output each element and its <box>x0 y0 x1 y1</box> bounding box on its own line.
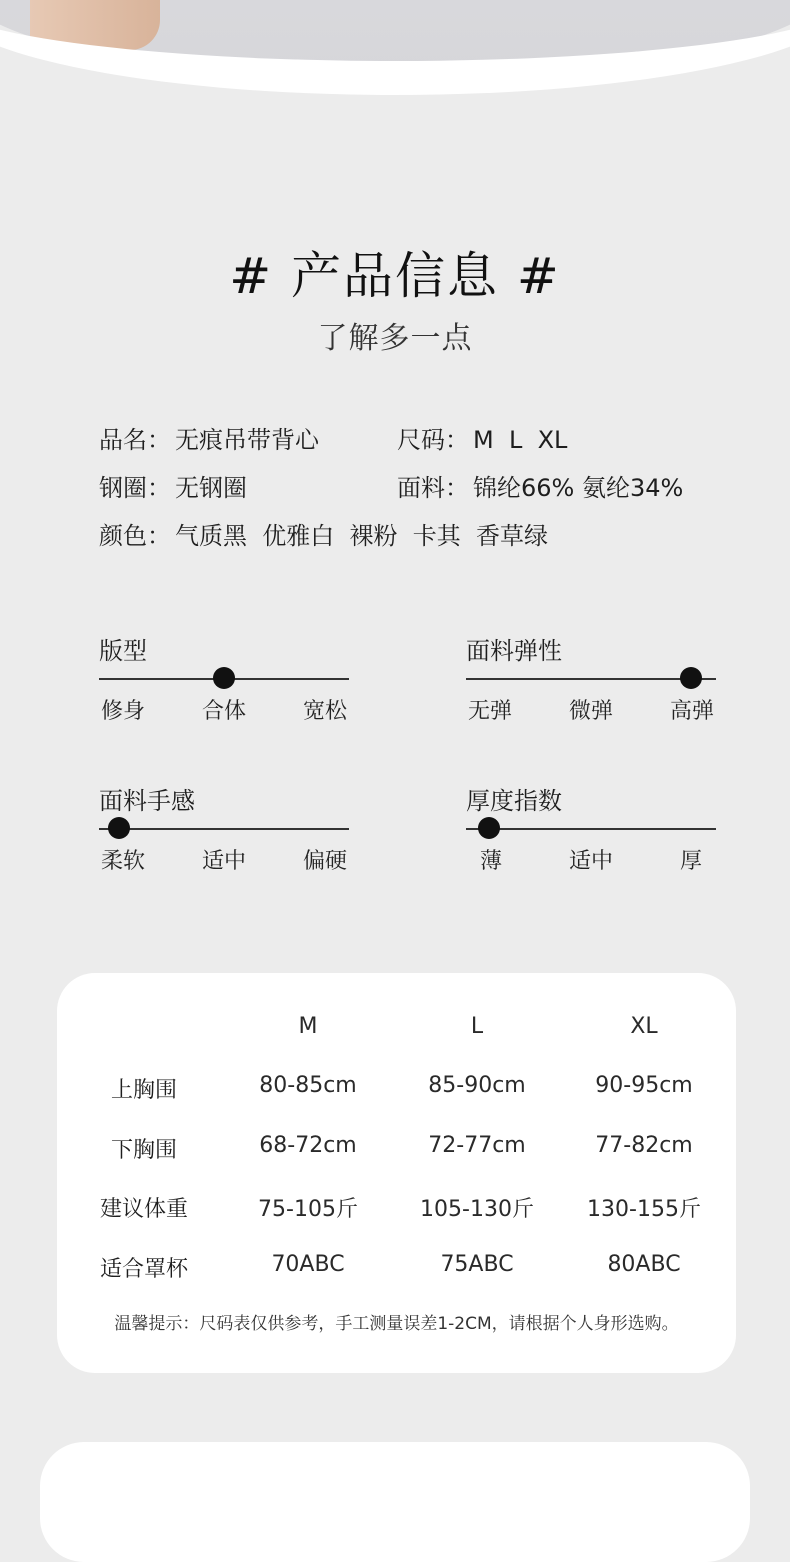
size-row-label: 适合罩杯 <box>99 1257 188 1282</box>
size-chart-tip: 温馨提示：尺码表仅供参考，手工测量误差1-2CM，请根据个人身形选购。 <box>114 1314 679 1334</box>
size-cell: 85-90cm <box>428 1073 526 1098</box>
attr-thickness-label-mid: 适中 <box>568 849 613 874</box>
info-color <box>99 516 548 551</box>
section-title: # 产品信息 # <box>229 247 561 305</box>
attr-fit-label-low: 修身 <box>101 699 146 724</box>
info-name-value: 无痕吊带背心 <box>175 426 319 454</box>
info-name-label: 品名： <box>99 426 171 454</box>
size-col-header: XL <box>630 1014 658 1039</box>
size-cell: 75-105斤 <box>258 1197 358 1222</box>
info-size-value: M L XL <box>473 426 568 454</box>
info-fabric-label: 面料： <box>397 474 469 502</box>
attr-handfeel-label-low: 柔软 <box>101 849 146 874</box>
attr-thickness-label-high: 厚 <box>679 849 702 874</box>
attr-elasticity <box>466 634 716 725</box>
size-cell: 72-77cm <box>428 1133 526 1158</box>
attr-handfeel-label-high: 偏硬 <box>302 849 347 874</box>
attr-thickness-title: 厚度指数 <box>466 787 562 815</box>
size-cell: 80ABC <box>607 1252 681 1277</box>
info-name <box>99 420 319 455</box>
info-size-label: 尺码： <box>397 426 469 454</box>
attr-handfeel-knob <box>108 817 130 839</box>
size-cell: 70ABC <box>271 1252 345 1277</box>
attr-handfeel-track <box>99 828 349 830</box>
info-wire-value: 无钢圈 <box>175 474 247 502</box>
attr-elasticity-label-high: 高弹 <box>669 699 714 724</box>
info-color-value: 气质黑 优雅白 裸粉 卡其 香草绿 <box>175 522 549 550</box>
size-cell: 68-72cm <box>259 1133 357 1158</box>
size-row-label: 建议体重 <box>99 1197 188 1222</box>
attr-thickness-label-low: 薄 <box>480 849 503 874</box>
size-cell: 105-130斤 <box>420 1197 534 1222</box>
info-fabric-value: 锦纶66% 氨纶34% <box>473 474 684 502</box>
size-chart-card <box>57 973 736 1373</box>
size-cell: 75ABC <box>440 1252 514 1277</box>
size-col-header: M <box>298 1014 318 1039</box>
size-col-header: L <box>470 1014 484 1039</box>
attr-fit-title: 版型 <box>99 637 147 665</box>
attr-handfeel-title: 面料手感 <box>99 787 195 815</box>
attr-handfeel-label-mid: 适中 <box>201 849 246 874</box>
attr-fit-track <box>99 678 349 680</box>
attr-fit-knob <box>213 667 235 689</box>
attr-thickness-track <box>466 828 716 830</box>
attr-fit-label-mid: 合体 <box>201 699 246 724</box>
attr-fit-label-high: 宽松 <box>302 699 347 724</box>
size-cell: 90-95cm <box>595 1073 693 1098</box>
attr-elasticity-knob <box>680 667 702 689</box>
attr-fit <box>99 634 349 725</box>
size-row-label: 下胸围 <box>110 1138 177 1163</box>
product-photo-edge <box>0 0 790 110</box>
size-cell: 130-155斤 <box>587 1197 701 1222</box>
section-subtitle: 了解多一点 <box>317 321 473 356</box>
attr-elasticity-label-mid: 微弹 <box>568 699 613 724</box>
decorative-arc <box>0 0 790 95</box>
info-color-label: 颜色： <box>99 522 171 550</box>
next-section-card <box>40 1442 750 1562</box>
attr-thickness <box>466 784 716 875</box>
info-wire-label: 钢圈： <box>99 474 171 502</box>
attr-handfeel <box>99 784 349 875</box>
attr-elasticity-track <box>466 678 716 680</box>
attr-elasticity-title: 面料弹性 <box>466 637 562 665</box>
info-wire <box>99 468 247 503</box>
attr-thickness-knob <box>478 817 500 839</box>
info-size <box>397 420 567 455</box>
size-row-label: 上胸围 <box>110 1078 177 1103</box>
size-cell: 77-82cm <box>595 1133 693 1158</box>
info-fabric <box>397 468 683 503</box>
attr-elasticity-label-low: 无弹 <box>468 699 513 724</box>
size-cell: 80-85cm <box>259 1073 357 1098</box>
